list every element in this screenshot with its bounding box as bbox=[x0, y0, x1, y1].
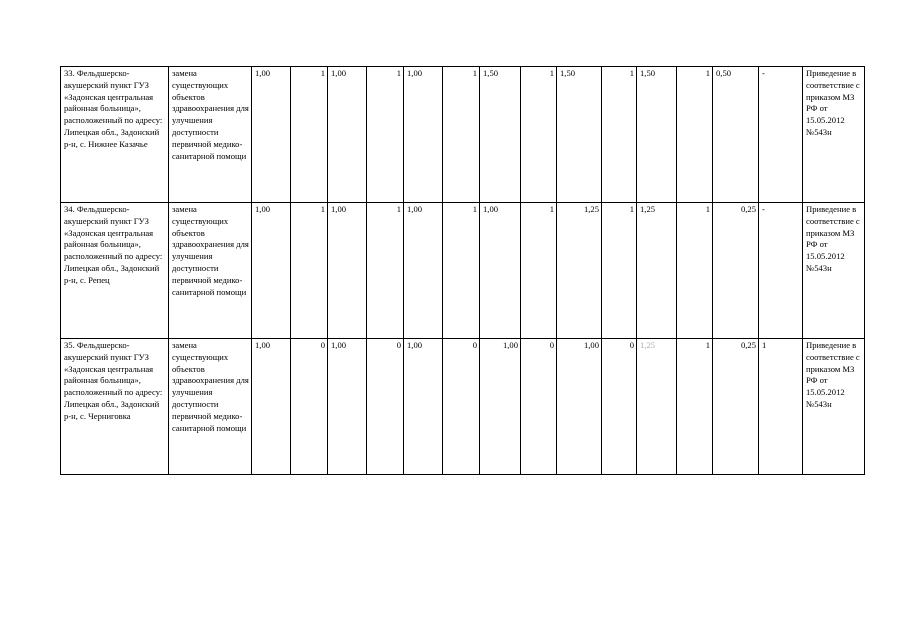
facility-name: 34. Фельдшерско-акушерский пункт ГУЗ «Задонская центральная районная больница», расположенный по адресу: Липецкая обл., Задонский р-н, с. Репец bbox=[61, 203, 169, 339]
purpose-cell: замена существующих объектов здравоохранения для улучшения доступности первичной медико-санитарной помощи bbox=[169, 339, 252, 475]
count-cell: 1 bbox=[677, 339, 713, 475]
value-cell: 1,00 bbox=[252, 339, 291, 475]
facilities-table bbox=[60, 66, 865, 475]
value-cell: 1,00 bbox=[252, 67, 291, 203]
table-row bbox=[61, 203, 865, 339]
value-cell: 1,00 bbox=[404, 67, 443, 203]
value-cell: 1,00 bbox=[480, 339, 521, 475]
count-cell: 1 bbox=[291, 67, 328, 203]
table-row bbox=[61, 67, 865, 203]
facility-name: 33. Фельдшерско-акушерский пункт ГУЗ «Задонская центральная районная больница», расположенный по адресу: Липецкая обл., Задонский р-н, с. Нижнее Казачье bbox=[61, 67, 169, 203]
value-cell: 1,00 bbox=[557, 339, 602, 475]
count-cell: 1 bbox=[367, 67, 404, 203]
count-cell: 1 bbox=[521, 67, 557, 203]
count-cell: 1 bbox=[677, 203, 713, 339]
value-cell: 1,00 bbox=[328, 203, 367, 339]
count-cell: 0 bbox=[521, 339, 557, 475]
count-cell: 1 bbox=[291, 203, 328, 339]
purpose-cell: замена существующих объектов здравоохранения для улучшения доступности первичной медико-санитарной помощи bbox=[169, 203, 252, 339]
value-cell: 1,25 bbox=[557, 203, 602, 339]
count-cell: 1 bbox=[443, 203, 480, 339]
value-cell: 1,50 bbox=[637, 67, 677, 203]
value-cell: 1,00 bbox=[404, 339, 443, 475]
count-cell: 0 bbox=[602, 339, 637, 475]
purpose-cell: замена существующих объектов здравоохранения для улучшения доступности первичной медико-санитарной помощи bbox=[169, 67, 252, 203]
value-cell: 1,50 bbox=[480, 67, 521, 203]
value-cell: 1,25 bbox=[637, 339, 677, 475]
value-cell: 1,25 bbox=[637, 203, 677, 339]
note-cell: Приведение в соответствие с приказом МЗ РФ от 15.05.2012 №543н bbox=[803, 67, 865, 203]
count-cell: 1 bbox=[521, 203, 557, 339]
value-cell: 1,00 bbox=[328, 339, 367, 475]
count-cell: 1 bbox=[677, 67, 713, 203]
table-row bbox=[61, 339, 865, 475]
count-cell: 0 bbox=[291, 339, 328, 475]
count-cell: 1 bbox=[443, 67, 480, 203]
flag-cell: 1 bbox=[759, 339, 803, 475]
value-cell: 1,50 bbox=[557, 67, 602, 203]
value-cell: 0,25 bbox=[713, 203, 759, 339]
flag-cell: - bbox=[759, 203, 803, 339]
count-cell: 1 bbox=[602, 203, 637, 339]
flag-cell: - bbox=[759, 67, 803, 203]
value-cell: 1,00 bbox=[480, 203, 521, 339]
count-cell: 0 bbox=[443, 339, 480, 475]
count-cell: 1 bbox=[602, 67, 637, 203]
value-cell: 1,00 bbox=[252, 203, 291, 339]
count-cell: 0 bbox=[367, 339, 404, 475]
value-cell: 0,25 bbox=[713, 339, 759, 475]
value-cell: 1,00 bbox=[404, 203, 443, 339]
value-cell: 1,00 bbox=[328, 67, 367, 203]
count-cell: 1 bbox=[367, 203, 404, 339]
note-cell: Приведение в соответствие с приказом МЗ РФ от 15.05.2012 №543н bbox=[803, 339, 865, 475]
facility-name: 35. Фельдшерско-акушерский пункт ГУЗ «Задонская центральная районная больница», расположенный по адресу: Липецкая обл., Задонский р-н, с. Черниговка bbox=[61, 339, 169, 475]
note-cell: Приведение в соответствие с приказом МЗ РФ от 15.05.2012 №543н bbox=[803, 203, 865, 339]
value-cell: 0,50 bbox=[713, 67, 759, 203]
